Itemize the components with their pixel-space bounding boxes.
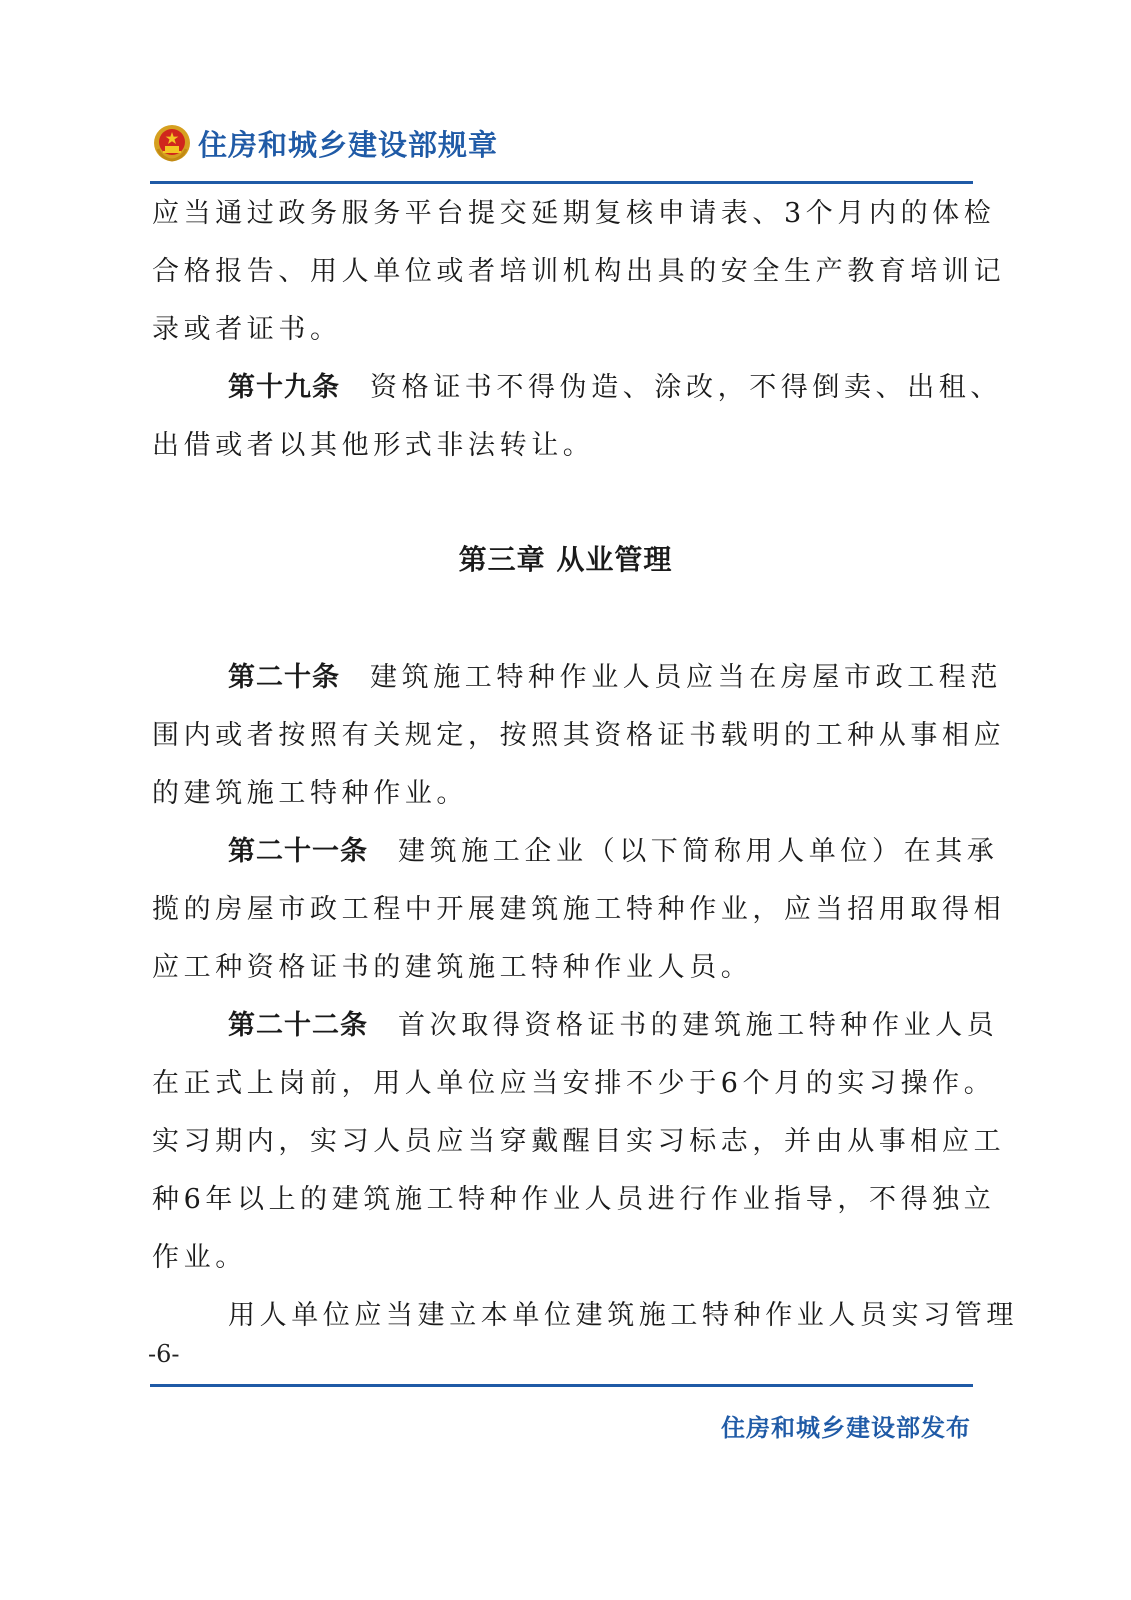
article-22: [228, 1006, 999, 1046]
paragraph-line: 应工种资格证书的建筑施工特种作业人员。: [152, 952, 753, 983]
paragraph-line: 在正式上岗前，用人单位应当安排不少于6个月的实习操作。: [152, 1068, 996, 1099]
header-divider: [150, 181, 973, 184]
paragraph-line: 实习期内，实习人员应当穿戴醒目实习标志，并由从事相应工: [152, 1126, 1006, 1157]
article-21: [228, 832, 999, 872]
article-label: 第十九条: [228, 372, 340, 403]
article-label: 第二十一条: [228, 836, 368, 867]
paragraph-line: 用人单位应当建立本单位建筑施工特种作业人员实习管理: [228, 1300, 1018, 1331]
paragraph-line: 作业。: [152, 1242, 247, 1273]
paragraph-line: 出借或者以其他形式非法转让。: [152, 430, 595, 461]
national-emblem-icon: [152, 123, 192, 163]
paragraph-line: 种6年以上的建筑施工特种作业人员进行作业指导，不得独立: [152, 1184, 996, 1215]
header-title: 住房和城乡建设部规章: [198, 127, 499, 162]
paragraph-line: 合格报告、用人单位或者培训机构出具的安全生产教育培训记: [152, 256, 1006, 287]
article-text: 资格证书不得伪造、涂改，不得倒卖、出租、: [370, 372, 1002, 403]
paragraph-line: 围内或者按照有关规定，按照其资格证书载明的工种从事相应: [152, 720, 1006, 751]
footer-divider: [150, 1384, 973, 1387]
article-text: 建筑施工特种作业人员应当在房屋市政工程范: [370, 662, 1002, 693]
chapter-title: 第三章 从业管理: [458, 543, 673, 576]
article-label: 第二十二条: [228, 1010, 368, 1041]
article-text: 首次取得资格证书的建筑施工特种作业人员: [398, 1010, 999, 1041]
paragraph-line: 揽的房屋市政工程中开展建筑施工特种作业，应当招用取得相: [152, 894, 1006, 925]
article-text: 建筑施工企业（以下简称用人单位）在其承: [398, 836, 999, 867]
article-label: 第二十条: [228, 662, 340, 693]
article-20: [228, 658, 1002, 698]
article-19: [228, 368, 1002, 408]
footer-publisher: 住房和城乡建设部发布: [721, 1414, 971, 1442]
paragraph-line: 的建筑施工特种作业。: [152, 778, 468, 809]
page-number: -6-: [148, 1340, 180, 1368]
paragraph-line: 录或者证书。: [152, 314, 342, 345]
page-header: [152, 118, 498, 168]
paragraph-line: 应当通过政务服务平台提交延期复核申请表、3个月内的体检: [152, 198, 996, 229]
